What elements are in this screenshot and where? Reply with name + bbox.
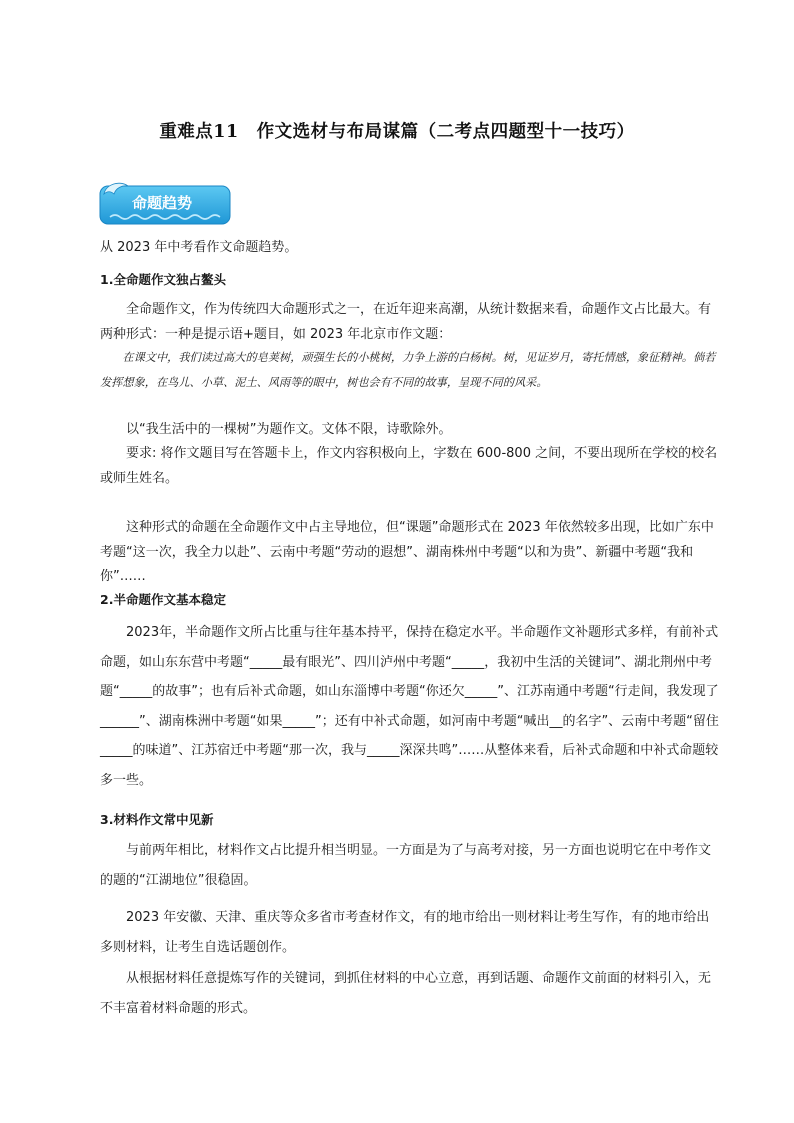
section-1-analysis: 这种形式的命题在全命题作文中占主导地位，但“课题”命题形式在 2023 年依然较多出现，比如广东中考题“这一次，我全力以赴”、云南中考题“劳动的遐想”、湖南株州中考题“以和为贵”、新疆中考题“我和你”…… [100, 520, 714, 584]
section-badge [98, 180, 232, 226]
section-2-paragraph: 2023年，半命题作文所占比重与往年基本持平，保持在稳定水平。半命题作文补题形式多样，有前补式命题，如山东东营中考题“_____最有眼光”、四川泸州中考题“_____，我初中生活的关键词”、湖北荆州中考题“_____的故事”；也有后补式命题，如山东淄博中考题“你还欠_____”、江苏南通中考题“行走间，我发现了______”、湖南株洲中考题“如果_____”；还有中补式命题，如河南中考题“喊出__的名字”、云南中考题“留住_____的味道”、江苏宿迁中考题“那一次，我与_____深深共鸣”……从整体来看，后补式命题和中补式命题较多一些。 [100, 625, 719, 788]
section-3-heading: 3.材料作文常中见新 [100, 812, 214, 827]
section-3-paragraph-1: 与前两年相比，材料作文占比提升相当明显。一方面是为了与高考对接，另一方面也说明它在中考作文的题的“江湖地位”很稳固。 [100, 843, 712, 888]
intro-text: 从 2023 年中考看作文命题趋势。 [100, 240, 298, 255]
page-title: 重难点11 作文选材与布局谋篇（二考点四题型十一技巧） [159, 122, 635, 142]
section-1-quote: 在课文中，我们读过高大的皂荚树，顽强生长的小桃树，力争上游的白杨树。树，见证岁月，寄托情感，象征精神。倘若发挥想象，在鸟儿、小草、泥土、风雨等的眼中，树也会有不同的故事，呈现不同的风采。 [100, 351, 716, 389]
section-3-paragraph-2: 2023 年安徽、天津、重庆等众多省市考查材作文，有的地市给出一则材料让考生写作，有的地市给出多则材料，让考生自选话题创作。 [100, 910, 710, 955]
section-1-topic: 以“我生活中的一棵树”为题作文。文体不限，诗歌除外。 [126, 422, 452, 437]
section-1-requirements: 要求: 将作文题目写在答题卡上，作文内容积极向上，字数在 600-800 之间，不要出现所在学校的校名或师生姓名。 [100, 446, 718, 486]
badge-label: 命题趋势 [131, 194, 193, 212]
section-3-paragraph-3: 从根据材料任意提炼写作的关键词，到抓住材料的中心立意，再到话题、命题作文前面的材料引入，无不丰富着材料命题的形式。 [100, 971, 712, 1016]
section-1-heading: 1.全命题作文独占鳌头 [100, 272, 226, 287]
section-1-paragraph: 全命题作文，作为传统四大命题形式之一，在近年迎来高潮，从统计数据来看，命题作文占比最大。有两种形式：一种是提示语+题目，如 2023 年北京市作文题： [100, 302, 712, 342]
section-2-heading: 2.半命题作文基本稳定 [100, 592, 226, 607]
